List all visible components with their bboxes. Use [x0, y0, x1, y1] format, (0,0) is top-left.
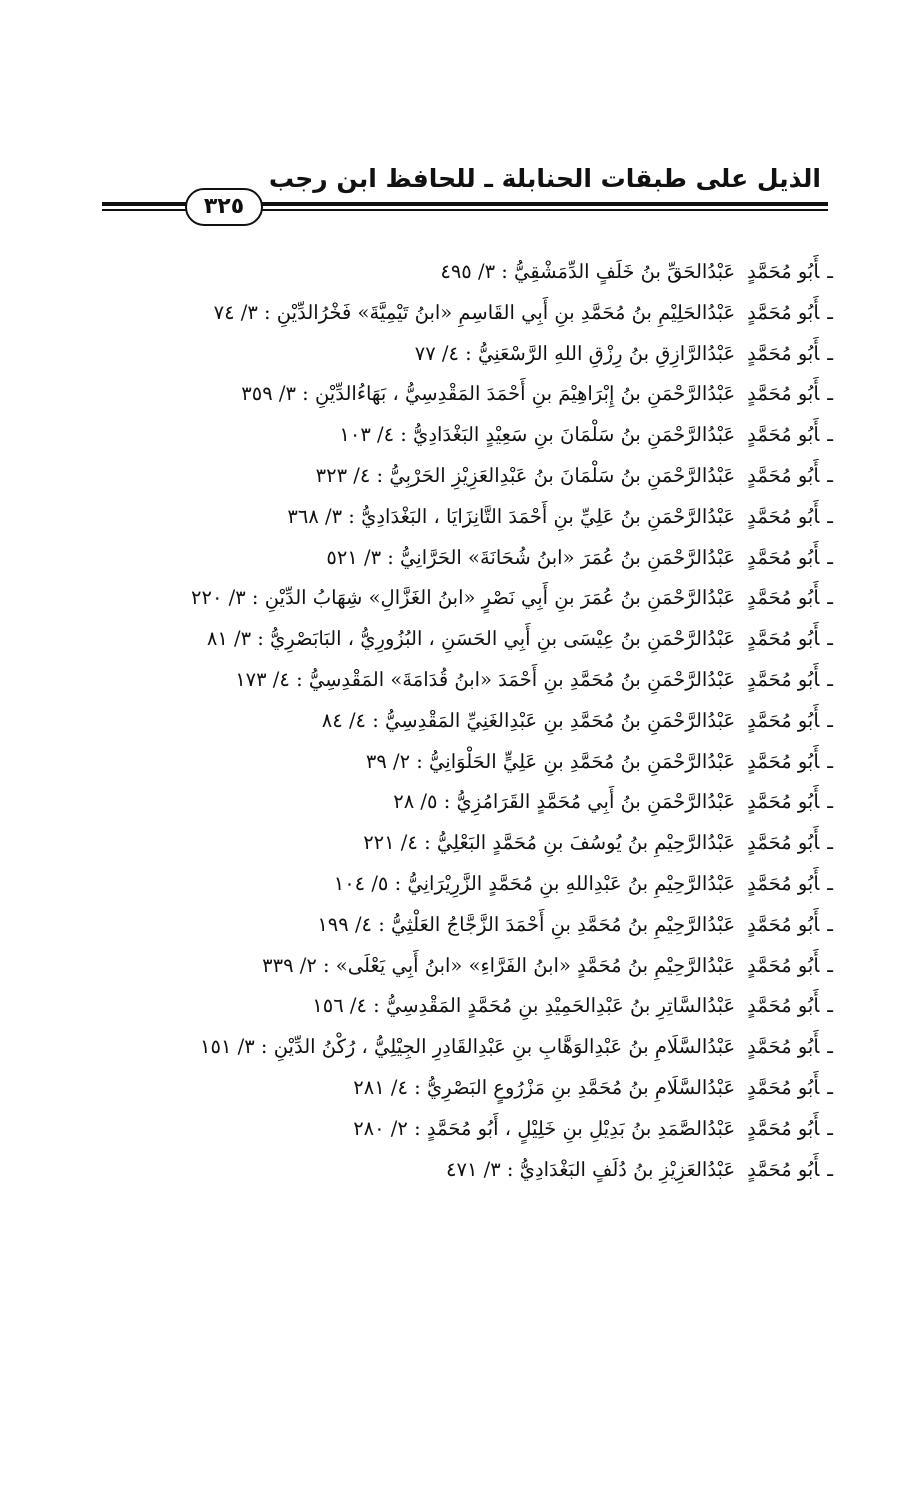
entry-name-reference: عَبْدُالحَقِّ بنُ خَلَفٍ الدِّمَشْقِيُّ : ٣/ ٤٩٥: [440, 260, 736, 283]
entry-name-reference: عَبْدُالرَّحْمَنِ بنُ أَبِي مُحَمَّدٍ القَرَامُزِيُّ : ٥/ ٢٨: [393, 790, 736, 814]
entry-kunya: أَبُو مُحَمَّدٍ: [747, 382, 820, 406]
entry-kunya: أَبُو مُحَمَّدٍ: [747, 831, 820, 855]
index-entry: [73, 374, 833, 415]
entry-kunya: أَبُو مُحَمَّدٍ: [747, 953, 820, 977]
entry-dash: ـ: [827, 667, 833, 691]
entry-name-reference: عَبْدُالرَّحْمَنِ بنُ عُمَرَ «ابنُ شُحَانَةَ» الحَرَّانِيُّ : ٣/ ٥٢١: [326, 545, 736, 569]
entry-dash: ـ: [827, 1116, 833, 1140]
entry-name-reference: عَبْدُالرَّحْمَنِ بنُ مُحَمَّدِ بنِ عَبْدِالغَنِيِّ المَقْدِسِيُّ : ٤/ ٨٤: [321, 708, 736, 732]
entry-name-reference: عَبْدُالعَزِيْزِ بنُ دُلَفٍ البَغْدَادِيُّ : ٣/ ٤٧١: [446, 1157, 736, 1181]
entry-dash: ـ: [827, 300, 833, 324]
entry-name-reference: عَبْدُالسَّلَامِ بنُ عَبْدِالوَهَّابِ بنِ عَبْدِالقَادِرِ الجِيْلِيُّ ، رُكْنُ الدِّيْنِ : ٣/ ١٥١: [200, 1035, 736, 1059]
entry-dash: ـ: [827, 341, 833, 365]
entry-kunya: أَبُو مُحَمَّدٍ: [747, 423, 820, 447]
entry-kunya: أَبُو مُحَمَّدٍ: [747, 1157, 820, 1181]
index-entry: [73, 578, 833, 619]
page-number-badge: ٣٢٥: [185, 188, 263, 226]
index-entry: [73, 660, 833, 701]
index-entry: [73, 1109, 833, 1150]
entry-dash: ـ: [827, 953, 833, 977]
index-entry: [73, 864, 833, 905]
entry-dash: ـ: [827, 382, 833, 406]
entry-name-reference: عَبْدُالرَّحْمَنِ بنُ إِبْرَاهِيْمَ بنِ أَحْمَدَ المَقْدِسِيُّ ، بَهَاءُالدِّيْنِ : ٣/ ٣٥٩: [241, 382, 736, 406]
entry-dash: ـ: [827, 1157, 833, 1181]
entry-dash: ـ: [827, 708, 833, 732]
entry-name-reference: عَبْدُالرَّحْمَنِ بنُ سَلْمَانَ بنُ عَبْدِالعَزِيْزِ الحَرْبِيُّ : ٤/ ٣٢٣: [315, 463, 736, 487]
index-entry: [73, 497, 833, 538]
entry-name-reference: عَبْدُالسَّلَامِ بنُ مُحَمَّدِ بنِ مَزْرُوعٍ البَصْرِيُّ : ٤/ ٢٨١: [353, 1075, 736, 1099]
entry-dash: ـ: [827, 871, 833, 895]
entry-kunya: أَبُو مُحَمَّدٍ: [747, 586, 820, 610]
entry-kunya: أَبُو مُحَمَّدٍ: [747, 1075, 820, 1099]
entry-dash: ـ: [827, 545, 833, 569]
index-entry: [73, 415, 833, 456]
index-entry: [73, 334, 833, 375]
entry-name-reference: عَبْدُالرَّازِقِ بنُ رِزْقِ اللهِ الرَّسْعَنِيُّ : ٤/ ٧٧: [414, 341, 736, 365]
entry-kunya: أَبُو مُحَمَّدٍ: [747, 300, 820, 324]
entry-name-reference: عَبْدُالرَّحِيْمِ بنُ عَبْدِاللهِ بنِ مُحَمَّدٍ الزَّرِيْرَانِيُّ : ٥/ ١٠٤: [333, 871, 736, 895]
entry-kunya: أَبُو مُحَمَّدٍ: [747, 463, 820, 487]
entry-kunya: أَبُو مُحَمَّدٍ: [747, 504, 820, 528]
entry-name-reference: عَبْدُالصَّمَدِ بنُ بَدِيْلِ بنِ خَلِيْلٍ ، أَبُو مُحَمَّدٍ : ٢/ ٢٨٠: [353, 1116, 736, 1140]
entry-name-reference: عَبْدُالرَّحْمَنِ بنُ عُمَرَ بنِ أَبِي نَصْرٍ «ابنُ الغَزَّالِ» شِهَابُ الدِّيْنِ : ٣/ ٢٢٠: [191, 586, 736, 610]
entry-name-reference: عَبْدُالرَّحْمَنِ بنُ سَلْمَانَ بنِ سَعِيْدٍ البَغْدَادِيُّ : ٤/ ١٠٣: [339, 423, 736, 447]
entry-name-reference: عَبْدُالرَّحْمَنِ بنُ مُحَمَّدِ بنِ عَلِيٍّ الحَلْوَانِيُّ : ٢/ ٣٩: [365, 749, 736, 773]
index-entry: [73, 1150, 833, 1191]
entry-name-reference: عَبْدُالرَّحْمَنِ بنُ عَلِيِّ بنِ أَحْمَدَ التَّانِزَايَا ، البَغْدَادِيُّ : ٣/ ٣٦٨: [287, 504, 736, 528]
entry-dash: ـ: [827, 260, 833, 283]
index-entry: [73, 742, 833, 783]
entry-kunya: أَبُو مُحَمَّدٍ: [747, 667, 820, 691]
index-entry: [73, 782, 833, 823]
entry-kunya: أَبُو مُحَمَّدٍ: [747, 871, 820, 895]
entry-dash: ـ: [827, 1035, 833, 1059]
entry-name-reference: عَبْدُالحَلِيْمِ بنُ مُحَمَّدِ بنِ أَبِي القَاسِمِ «ابنُ تَيْمِيَّةَ» فَخْرُالدِّيْنِ : ٣/ ٧٤: [213, 300, 736, 324]
index-entry: [73, 905, 833, 946]
entry-kunya: أَبُو مُحَمَّدٍ: [747, 790, 820, 814]
entry-kunya: أَبُو مُحَمَّدٍ: [747, 545, 820, 569]
index-entry: [73, 538, 833, 579]
entry-kunya: أَبُو مُحَمَّدٍ: [747, 260, 820, 283]
index-entry: [73, 701, 833, 742]
entry-dash: ـ: [827, 994, 833, 1018]
entry-name-reference: عَبْدُالرَّحِيْمِ بنُ مُحَمَّدِ بنِ أَحْمَدَ الزَّجَّاجُ العَلْثِيُّ : ٤/ ١٩٩: [317, 912, 736, 936]
entry-kunya: أَبُو مُحَمَّدٍ: [747, 1116, 820, 1140]
index-entry: [73, 456, 833, 497]
entry-dash: ـ: [827, 749, 833, 773]
index-entry-list: [73, 252, 833, 1190]
entry-kunya: أَبُو مُحَمَّدٍ: [747, 994, 820, 1018]
index-entry: [73, 1027, 833, 1068]
index-entry: [73, 293, 833, 334]
entry-name-reference: عَبْدُالسَّاتِرِ بنُ عَبْدِالحَمِيْدِ بنِ مُحَمَّدٍ المَقْدِسِيُّ : ٤/ ١٥٦: [312, 994, 736, 1018]
entry-dash: ـ: [827, 912, 833, 936]
entry-kunya: أَبُو مُحَمَّدٍ: [747, 341, 820, 365]
running-header-title: الذيل على طبقات الحنابلة ـ للحافظ ابن رجب: [268, 164, 821, 193]
entry-name-reference: عَبْدُالرَّحْمَنِ بنُ عِيْسَى بنِ أَبِي الحَسَنِ ، البُزُورِيُّ ، البَابَصْرِيُّ : ٣/ ٨١: [206, 627, 736, 651]
entry-kunya: أَبُو مُحَمَّدٍ: [747, 912, 820, 936]
entry-dash: ـ: [827, 504, 833, 528]
entry-kunya: أَبُو مُحَمَّدٍ: [747, 708, 820, 732]
entry-dash: ـ: [827, 831, 833, 855]
entry-dash: ـ: [827, 790, 833, 814]
entry-name-reference: عَبْدُالرَّحِيْمِ بنُ مُحَمَّدٍ «ابنُ الفَرَّاءِ» «ابنُ أَبِي يَعْلَى» : ٢/ ٣٣٩: [262, 953, 736, 977]
entry-kunya: أَبُو مُحَمَّدٍ: [747, 749, 820, 773]
entry-name-reference: عَبْدُالرَّحِيْمِ بنُ يُوسُفَ بنِ مُحَمَّدٍ البَعْلِيُّ : ٤/ ٢٢١: [363, 831, 736, 855]
index-entry: [73, 986, 833, 1027]
entry-dash: ـ: [827, 1075, 833, 1099]
index-entry: [73, 946, 833, 987]
entry-kunya: أَبُو مُحَمَّدٍ: [747, 1035, 820, 1059]
entry-dash: ـ: [827, 586, 833, 610]
entry-name-reference: عَبْدُالرَّحْمَنِ بنُ مُحَمَّدِ بنِ أَحْمَدَ «ابنُ قُدَامَةَ» المَقْدِسِيُّ : ٤/ ١٧٣: [235, 667, 736, 691]
index-entry: [73, 252, 833, 293]
entry-dash: ـ: [827, 627, 833, 651]
entry-dash: ـ: [827, 463, 833, 487]
index-entry: [73, 823, 833, 864]
index-entry: [73, 619, 833, 660]
entry-dash: ـ: [827, 423, 833, 447]
index-entry: [73, 1068, 833, 1109]
entry-kunya: أَبُو مُحَمَّدٍ: [747, 627, 820, 651]
